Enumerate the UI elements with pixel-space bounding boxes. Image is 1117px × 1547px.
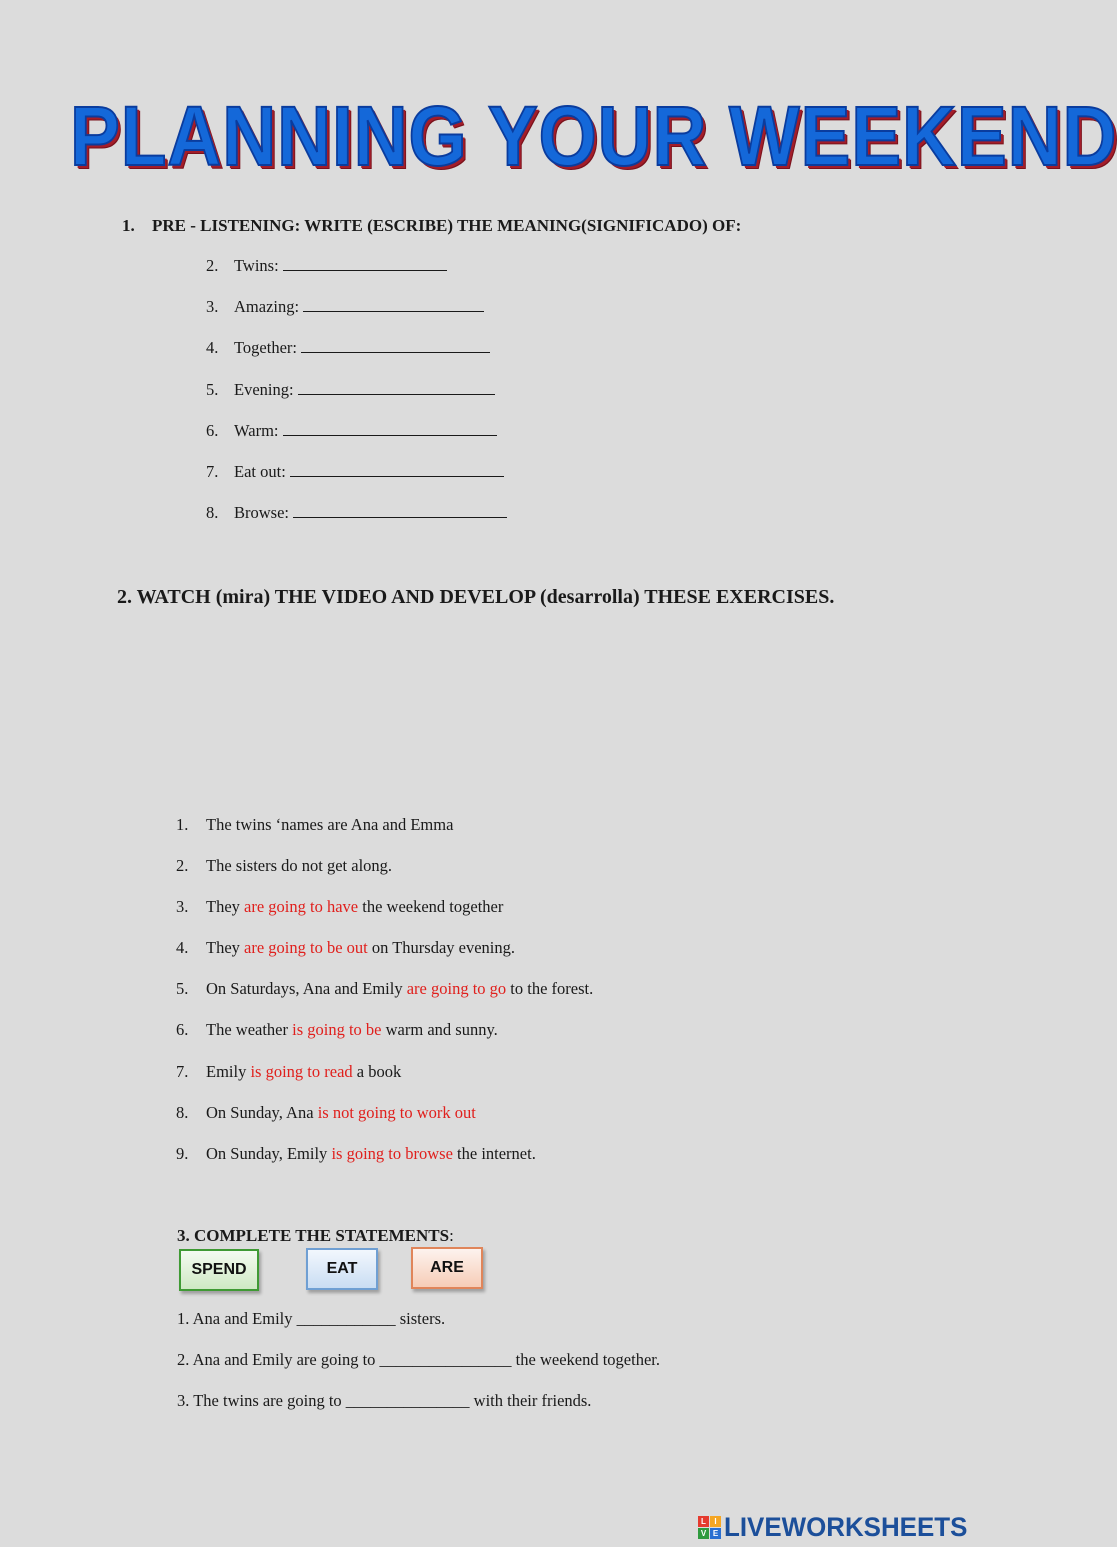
exercise-number: 8. (176, 1102, 189, 1122)
vocab-number: 8. (206, 503, 219, 523)
logo-mark-letter: E (710, 1528, 721, 1539)
answer-blank[interactable] (290, 462, 504, 477)
exercise-answer: are going to be out (244, 938, 368, 958)
vocab-number: 2. (206, 256, 219, 275)
vocab-item (206, 256, 507, 297)
statement-text: 1. Ana and Emily (177, 1309, 297, 1328)
section1-heading-text: PRE - LISTENING: WRITE (ESCRIBE) THE MEANING(SIGNIFICADO) OF: (152, 216, 742, 235)
vocab-item (206, 503, 507, 544)
exercise-number: 3. (176, 897, 189, 917)
exercise-number: 1. (176, 815, 189, 834)
exercise-item (176, 1062, 593, 1103)
section2-heading: 2. WATCH (mira) THE VIDEO AND DEVELOP (desarrolla) THESE EXERCISES. (117, 586, 835, 608)
vocab-item (206, 338, 507, 379)
vocab-word: Together: (234, 338, 297, 358)
answer-blank[interactable] (293, 503, 507, 518)
statement-text-end: the weekend together. (511, 1350, 660, 1369)
vocab-item (206, 380, 507, 421)
exercise-answer: is going to browse (331, 1143, 453, 1163)
exercise-answer: are going to have (244, 897, 359, 917)
exercise-item (176, 979, 593, 1020)
exercise-text: The sisters do not get along. (206, 856, 393, 876)
statement-blank[interactable]: ____________ (296, 1309, 396, 1328)
exercise-text-end: the weekend together (358, 897, 504, 917)
logo-text: LIVEWORKSHEETS (724, 1511, 968, 1542)
exercise-text-end: a book (352, 1061, 402, 1081)
page-title: PLANNING YOUR WEEKEND (70, 89, 1117, 183)
vocab-word: Warm: (234, 420, 279, 440)
exercise-item (176, 1020, 593, 1061)
exercise-answer: is going to read (250, 1061, 353, 1081)
exercise-list (176, 815, 593, 1185)
answer-blank[interactable] (283, 256, 447, 271)
exercise-text: Emily (206, 1061, 251, 1081)
section1-heading (122, 216, 741, 236)
exercise-answer: are going to go (406, 979, 507, 999)
exercise-answer: is going to be (292, 1020, 382, 1040)
logo-mark-letter: L (698, 1516, 709, 1527)
statement-blank[interactable]: ________________ (379, 1350, 512, 1369)
statements-list (177, 1309, 660, 1432)
word-spend-button[interactable]: SPEND (179, 1249, 259, 1291)
statement-text-end: sisters. (395, 1309, 446, 1328)
vocab-number: 4. (206, 338, 219, 358)
statement-text: 3. The twins are going to (177, 1391, 346, 1410)
liveworksheets-logo (698, 1512, 978, 1542)
exercise-text-end: the internet. (452, 1143, 536, 1163)
vocab-item (206, 462, 507, 503)
vocab-word: Eat out: (234, 461, 286, 481)
vocab-item (206, 297, 507, 338)
vocab-number: 6. (206, 420, 219, 440)
exercise-text-end: on Thursday evening. (367, 938, 516, 958)
vocab-word: Amazing: (234, 297, 300, 317)
answer-blank[interactable] (283, 421, 497, 436)
answer-blank[interactable] (301, 338, 490, 353)
exercise-item (176, 815, 593, 856)
exercise-text: They (206, 938, 245, 958)
exercise-text-end: to the forest. (506, 979, 594, 999)
vocab-number: 5. (206, 379, 219, 399)
exercise-text: On Sunday, Emily (206, 1143, 332, 1163)
exercise-number: 2. (176, 856, 189, 876)
logo-mark-letter: I (710, 1516, 721, 1527)
exercise-item (176, 856, 593, 897)
exercise-text: On Sunday, Ana (206, 1102, 318, 1122)
exercise-text: They (206, 897, 245, 917)
vocabulary-list (206, 256, 507, 544)
logo-mark-letter: V (698, 1528, 709, 1539)
exercise-answer: is not going to work out (317, 1102, 476, 1122)
statement-item (177, 1391, 660, 1432)
exercise-number: 4. (176, 938, 189, 958)
exercise-number: 9. (176, 1143, 189, 1163)
statement-item (177, 1309, 660, 1350)
logo-mark-icon (698, 1516, 721, 1539)
vocab-word: Browse: (234, 503, 289, 523)
section3-heading-text: 3. COMPLETE THE STATEMENTS (177, 1226, 450, 1245)
exercise-number: 5. (176, 979, 189, 999)
vocab-number: 7. (206, 461, 219, 481)
exercise-item (176, 938, 593, 979)
exercise-text: The twins ‘names are Ana and Emma (206, 815, 454, 834)
exercise-item (176, 897, 593, 938)
word-eat-button[interactable]: EAT (306, 1248, 378, 1290)
exercise-item (176, 1144, 593, 1185)
statement-item (177, 1350, 660, 1391)
answer-blank[interactable] (303, 297, 484, 312)
section3-colon: : (449, 1226, 454, 1245)
exercise-number: 6. (176, 1020, 189, 1040)
statement-text: 2. Ana and Emily are going to (177, 1350, 380, 1369)
statement-blank[interactable]: _______________ (345, 1391, 470, 1410)
exercise-text-end: warm and sunny. (381, 1020, 498, 1040)
section3-heading (177, 1226, 454, 1246)
vocab-word: Twins: (234, 256, 279, 275)
exercise-text: On Saturdays, Ana and Emily (206, 979, 407, 999)
section1-number: 1. (122, 216, 135, 235)
vocab-item (206, 421, 507, 462)
vocab-number: 3. (206, 297, 219, 317)
exercise-text: The weather (206, 1020, 293, 1040)
statement-text-end: with their friends. (469, 1391, 592, 1410)
vocab-word: Evening: (234, 379, 294, 399)
answer-blank[interactable] (298, 380, 495, 395)
word-are-button[interactable]: ARE (411, 1247, 483, 1289)
exercise-number: 7. (176, 1061, 189, 1081)
exercise-item (176, 1103, 593, 1144)
